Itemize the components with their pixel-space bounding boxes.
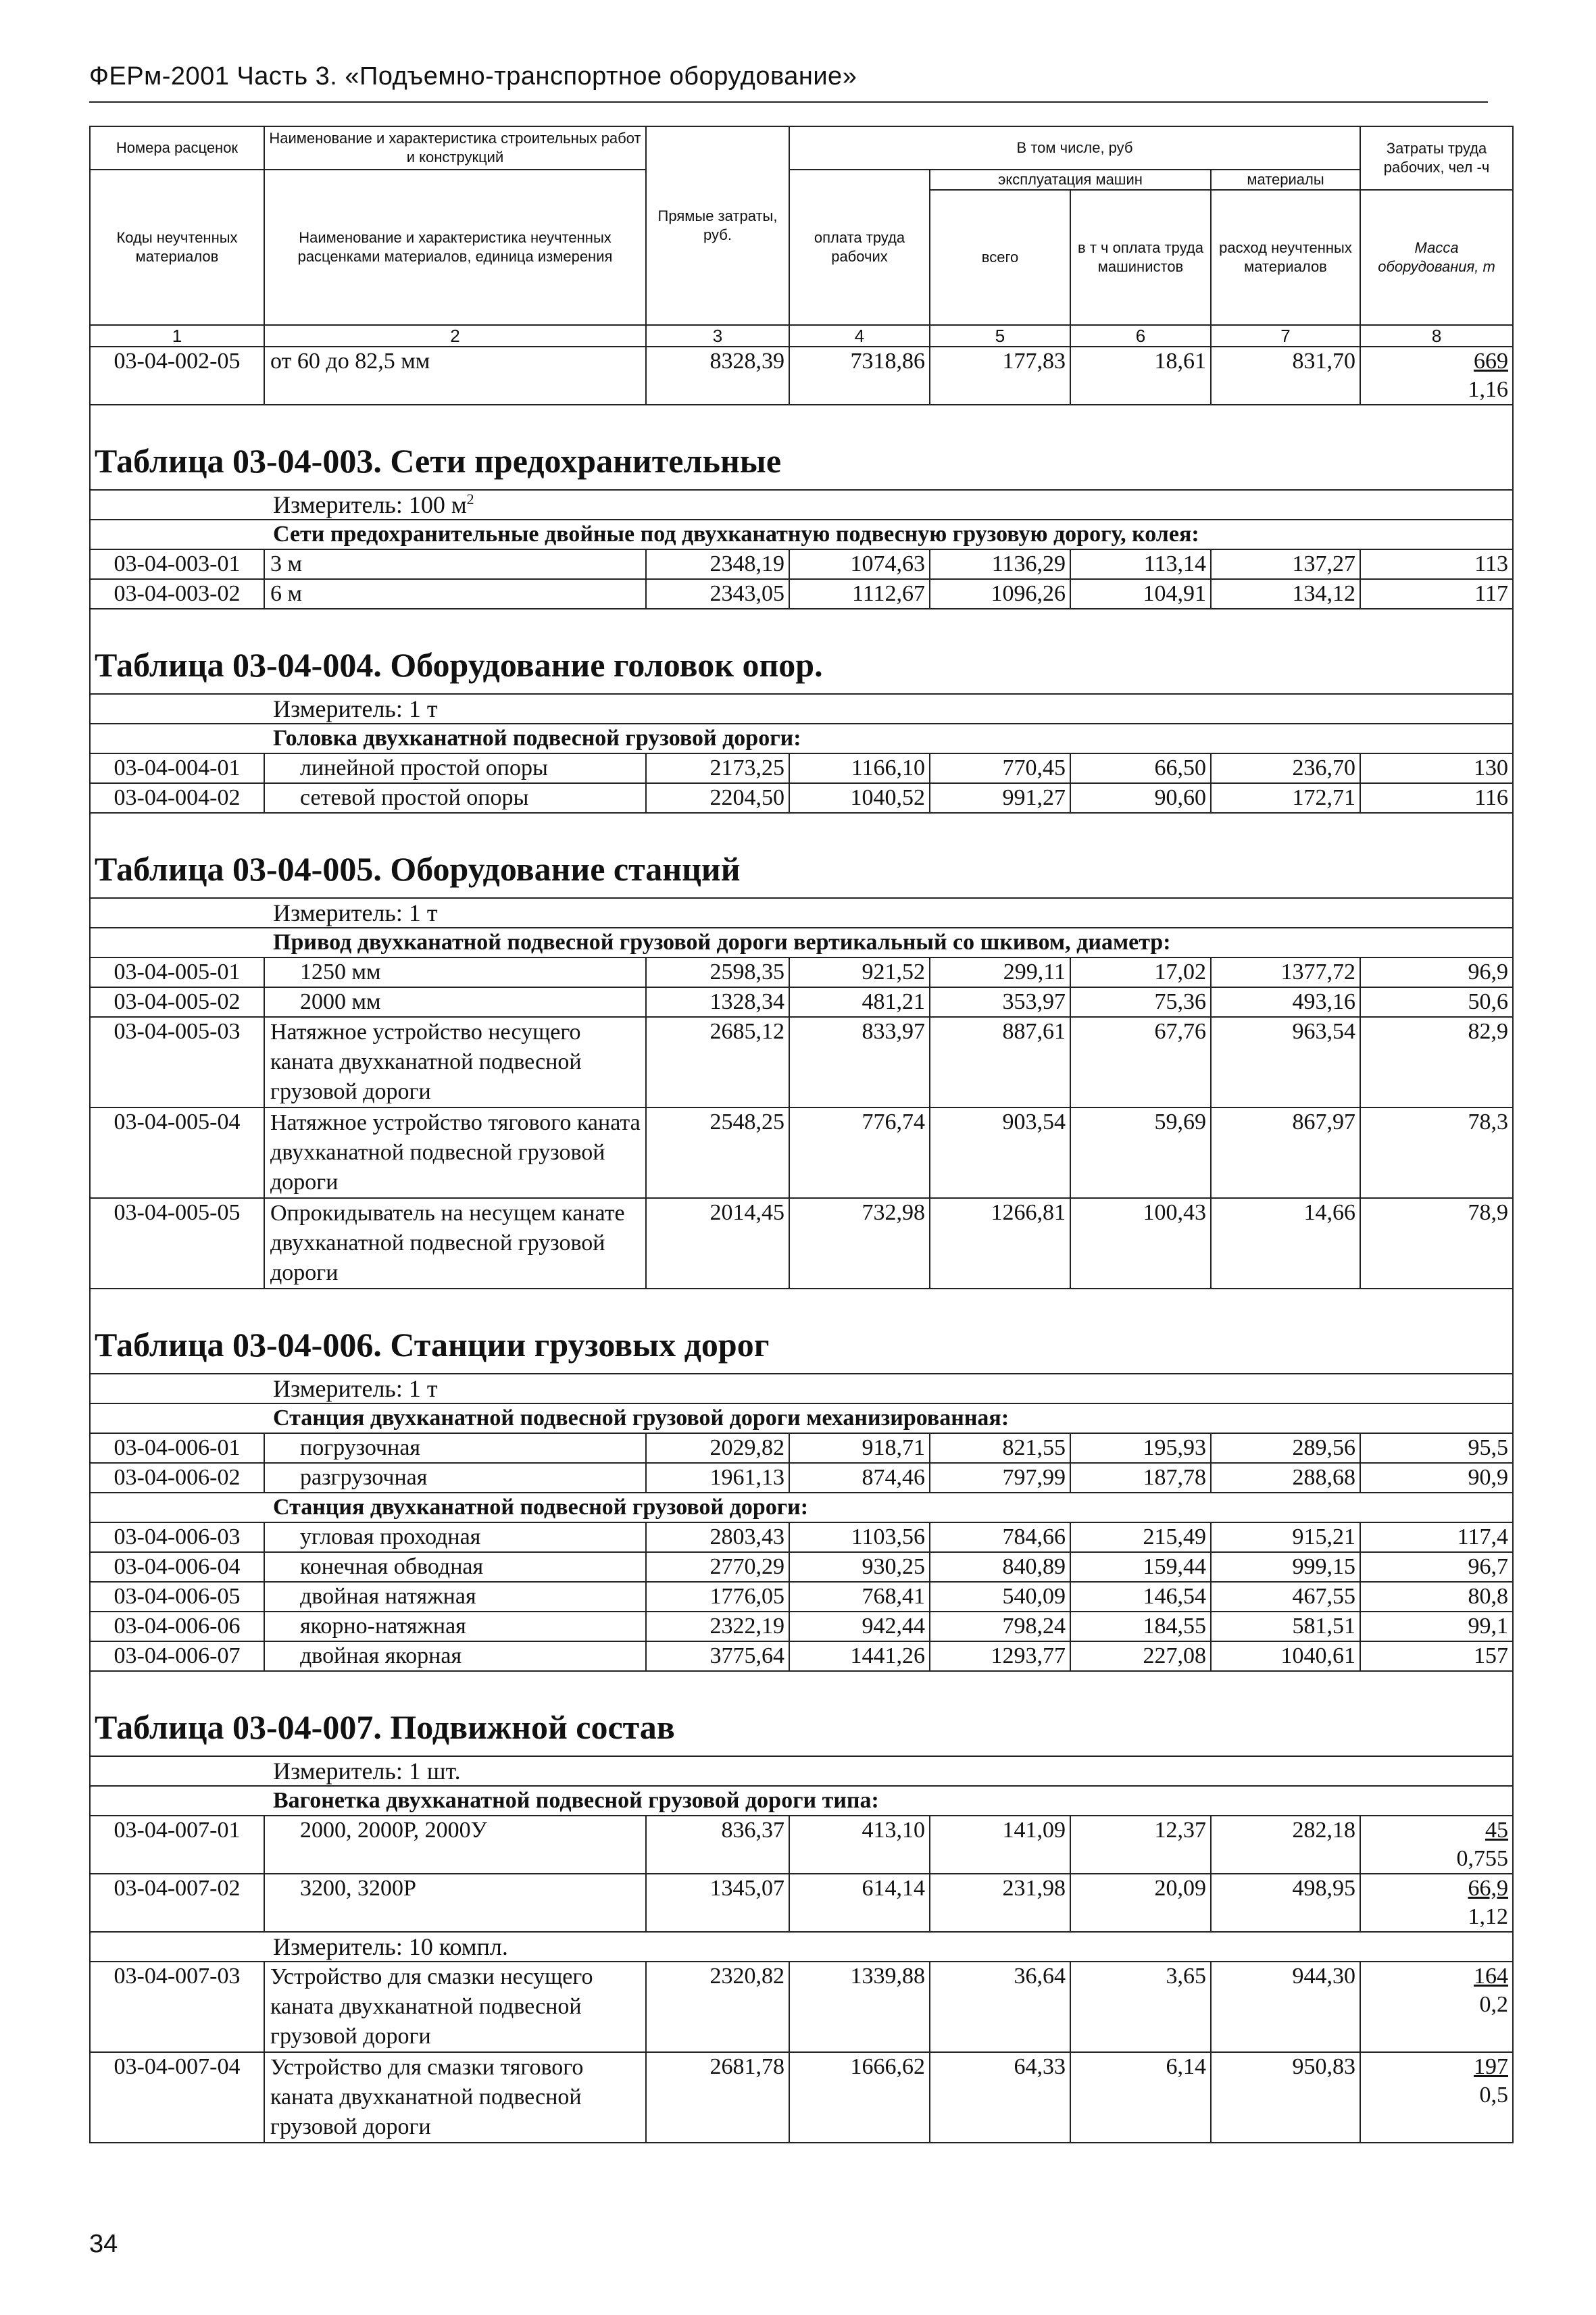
rate-name: 3 м xyxy=(264,549,646,579)
group-row xyxy=(90,928,1513,957)
materials: 999,15 xyxy=(1211,1552,1360,1582)
rate-code: 03-04-005-01 xyxy=(90,957,264,987)
rate-name: якорно-натяжная xyxy=(264,1612,646,1641)
direct-cost: 2681,78 xyxy=(646,2052,789,2143)
table-row xyxy=(90,1463,1513,1493)
section-title-row xyxy=(90,1289,1513,1374)
rate-name: угловая проходная xyxy=(264,1522,646,1552)
rate-name: Устройство для смазки несущего каната двухканатной подвесной грузовой дороги xyxy=(264,1962,646,2052)
rate-code: 03-04-005-02 xyxy=(90,987,264,1017)
direct-cost: 2343,05 xyxy=(646,579,789,609)
col-head-machinists: в т ч оплата труда машинистов xyxy=(1070,190,1211,325)
col-head-machines-total: всего xyxy=(930,190,1070,325)
rate-name: 6 м xyxy=(264,579,646,609)
machinists-wages: 187,78 xyxy=(1070,1463,1211,1493)
machines-total: 177,83 xyxy=(930,347,1070,405)
labor: 50,6 xyxy=(1360,987,1513,1017)
machines-total: 1266,81 xyxy=(930,1198,1070,1289)
wages: 614,14 xyxy=(789,1874,930,1932)
machinists-wages: 100,43 xyxy=(1070,1198,1211,1289)
labor: 45 xyxy=(1485,1818,1509,1843)
machines-total: 540,09 xyxy=(930,1582,1070,1612)
col-number: 6 xyxy=(1070,325,1211,347)
machinists-wages: 59,69 xyxy=(1070,1107,1211,1198)
page-header: ФЕРм-2001 Часть 3. «Подъемно-транспортное оборудование» xyxy=(89,62,857,91)
materials: 498,95 xyxy=(1211,1874,1360,1932)
rate-code: 03-04-004-01 xyxy=(90,753,264,783)
unit-text: Измеритель: 100 м xyxy=(273,491,467,518)
wages: 921,52 xyxy=(789,957,930,987)
machinists-wages: 195,93 xyxy=(1070,1433,1211,1463)
materials: 950,83 xyxy=(1211,2052,1360,2143)
rate-name: Устройство для смазки тягового каната двухканатной подвесной грузовой дороги xyxy=(264,2052,646,2143)
rates-document xyxy=(89,126,1512,2143)
section-title: Таблица 03-04-006. Станции грузовых дорог xyxy=(90,1289,1513,1374)
labor-mass xyxy=(1360,1816,1513,1874)
rate-code: 03-04-006-01 xyxy=(90,1433,264,1463)
labor-mass xyxy=(1360,347,1513,405)
direct-cost: 8328,39 xyxy=(646,347,789,405)
table-row xyxy=(90,579,1513,609)
unit-row xyxy=(90,898,1513,928)
rates-table xyxy=(89,126,1514,2143)
machinists-wages: 104,91 xyxy=(1070,579,1211,609)
materials: 581,51 xyxy=(1211,1612,1360,1641)
mass: 1,16 xyxy=(1468,377,1509,402)
unit-label: Измеритель: 1 т xyxy=(90,694,1513,724)
rate-code: 03-04-002-05 xyxy=(90,347,264,405)
col-number: 1 xyxy=(90,325,264,347)
table-row xyxy=(90,2052,1513,2143)
table-row xyxy=(90,347,1513,405)
rate-name: линейной простой опоры xyxy=(264,753,646,783)
rate-code: 03-04-005-05 xyxy=(90,1198,264,1289)
table-row xyxy=(90,1641,1513,1671)
section-title-row xyxy=(90,405,1513,490)
materials: 944,30 xyxy=(1211,1962,1360,2052)
machinists-wages: 90,60 xyxy=(1070,783,1211,813)
section-title-row xyxy=(90,813,1513,898)
col-number: 3 xyxy=(646,325,789,347)
group-label: Привод двухканатной подвесной грузовой дороги вертикальный со шкивом, диаметр: xyxy=(90,928,1513,957)
col-head-codes: Коды неучтенных материалов xyxy=(90,170,264,325)
labor-mass xyxy=(1360,1962,1513,2052)
table-row xyxy=(90,783,1513,813)
materials: 963,54 xyxy=(1211,1017,1360,1107)
rate-name: двойная якорная xyxy=(264,1641,646,1671)
wages: 1103,56 xyxy=(789,1522,930,1552)
col-head-mass: Масса оборудования, т xyxy=(1360,190,1513,325)
machinists-wages: 18,61 xyxy=(1070,347,1211,405)
direct-cost: 1345,07 xyxy=(646,1874,789,1932)
direct-cost: 2173,25 xyxy=(646,753,789,783)
unit-label: Измеритель: 1 т xyxy=(90,898,1513,928)
rate-name: 1250 мм xyxy=(264,957,646,987)
machines-total: 36,64 xyxy=(930,1962,1070,2052)
rate-code: 03-04-007-03 xyxy=(90,1962,264,2052)
rate-code: 03-04-006-03 xyxy=(90,1522,264,1552)
col-number: 2 xyxy=(264,325,646,347)
rate-name: двойная натяжная xyxy=(264,1582,646,1612)
rate-code: 03-04-005-03 xyxy=(90,1017,264,1107)
rate-name: погрузочная xyxy=(264,1433,646,1463)
labor: 117 xyxy=(1360,579,1513,609)
group-label: Станция двухканатной подвесной грузовой дороги: xyxy=(90,1493,1513,1522)
machines-total: 299,11 xyxy=(930,957,1070,987)
labor: 116 xyxy=(1360,783,1513,813)
table-row xyxy=(90,549,1513,579)
unit-label: Измеритель: 1 т xyxy=(90,1374,1513,1403)
rate-code: 03-04-003-01 xyxy=(90,549,264,579)
rate-name: 2000, 2000Р, 2000У xyxy=(264,1816,646,1874)
machinists-wages: 113,14 xyxy=(1070,549,1211,579)
materials: 289,56 xyxy=(1211,1433,1360,1463)
materials: 288,68 xyxy=(1211,1463,1360,1493)
wages: 768,41 xyxy=(789,1582,930,1612)
labor: 130 xyxy=(1360,753,1513,783)
page-number: 34 xyxy=(89,2230,118,2258)
machinists-wages: 3,65 xyxy=(1070,1962,1211,2052)
section-title: Таблица 03-04-004. Оборудование головок опор. xyxy=(90,609,1513,694)
table-row xyxy=(90,987,1513,1017)
machines-total: 353,97 xyxy=(930,987,1070,1017)
machines-total: 797,99 xyxy=(930,1463,1070,1493)
table-row xyxy=(90,1017,1513,1107)
unit-row xyxy=(90,694,1513,724)
table-row xyxy=(90,1198,1513,1289)
rate-name: Натяжное устройство несущего каната двухканатной подвесной грузовой дороги xyxy=(264,1017,646,1107)
mass: 0,5 xyxy=(1479,2083,1509,2108)
materials: 172,71 xyxy=(1211,783,1360,813)
labor: 164 xyxy=(1474,1964,1509,1989)
table-row xyxy=(90,1582,1513,1612)
wages: 833,97 xyxy=(789,1017,930,1107)
col-head-materials-sub: расход неучтенных материалов xyxy=(1211,190,1360,325)
machines-total: 840,89 xyxy=(930,1552,1070,1582)
materials: 137,27 xyxy=(1211,549,1360,579)
direct-cost: 2803,43 xyxy=(646,1522,789,1552)
wages: 1074,63 xyxy=(789,549,930,579)
machines-total: 1293,77 xyxy=(930,1641,1070,1671)
machines-total: 991,27 xyxy=(930,783,1070,813)
col-head-incl: В том числе, руб xyxy=(789,126,1360,170)
unit-row xyxy=(90,490,1513,520)
col-head-materials: материалы xyxy=(1211,170,1360,190)
direct-cost: 1328,34 xyxy=(646,987,789,1017)
rate-name: Опрокидыватель на несущем канате двухканатной подвесной грузовой дороги xyxy=(264,1198,646,1289)
unit-label: Измеритель: 1 шт. xyxy=(90,1756,1513,1786)
mass: 1,12 xyxy=(1468,1904,1509,1929)
rate-code: 03-04-006-02 xyxy=(90,1463,264,1493)
rate-code: 03-04-007-04 xyxy=(90,2052,264,2143)
rate-code: 03-04-006-06 xyxy=(90,1612,264,1641)
machinists-wages: 159,44 xyxy=(1070,1552,1211,1582)
labor: 99,1 xyxy=(1360,1612,1513,1641)
machinists-wages: 12,37 xyxy=(1070,1816,1211,1874)
col-number: 8 xyxy=(1360,325,1513,347)
wages: 1441,26 xyxy=(789,1641,930,1671)
labor-mass xyxy=(1360,2052,1513,2143)
wages: 1166,10 xyxy=(789,753,930,783)
table-row xyxy=(90,1522,1513,1552)
labor: 113 xyxy=(1360,549,1513,579)
machinists-wages: 215,49 xyxy=(1070,1522,1211,1552)
labor: 78,9 xyxy=(1360,1198,1513,1289)
machines-total: 903,54 xyxy=(930,1107,1070,1198)
group-row xyxy=(90,1493,1513,1522)
labor: 669 xyxy=(1474,349,1509,374)
wages: 413,10 xyxy=(789,1816,930,1874)
rate-name: конечная обводная xyxy=(264,1552,646,1582)
rate-code: 03-04-007-01 xyxy=(90,1816,264,1874)
col-head-name: Наименование и характеристика строительных работ и конструкций xyxy=(264,126,646,170)
group-row xyxy=(90,724,1513,753)
col-head-wages: оплата труда рабочих xyxy=(789,170,930,325)
section-title-row xyxy=(90,1671,1513,1756)
section-title-row xyxy=(90,609,1513,694)
table-row xyxy=(90,753,1513,783)
wages: 1112,67 xyxy=(789,579,930,609)
machines-total: 798,24 xyxy=(930,1612,1070,1641)
rate-name: 3200, 3200Р xyxy=(264,1874,646,1932)
rate-name: разгрузочная xyxy=(264,1463,646,1493)
direct-cost: 1776,05 xyxy=(646,1582,789,1612)
machinists-wages: 146,54 xyxy=(1070,1582,1211,1612)
rate-name: 2000 мм xyxy=(264,987,646,1017)
group-label: Вагонетка двухканатной подвесной грузовой дороги типа: xyxy=(90,1786,1513,1816)
machinists-wages: 75,36 xyxy=(1070,987,1211,1017)
unit-row xyxy=(90,1374,1513,1403)
direct-cost: 2029,82 xyxy=(646,1433,789,1463)
group-row xyxy=(90,1786,1513,1816)
mass: 0,2 xyxy=(1479,1992,1509,2017)
col-number: 4 xyxy=(789,325,930,347)
rate-code: 03-04-006-04 xyxy=(90,1552,264,1582)
col-number: 7 xyxy=(1211,325,1360,347)
machinists-wages: 20,09 xyxy=(1070,1874,1211,1932)
group-label: Сети предохранительные двойные под двухканатную подвесную грузовую дорогу, колея: xyxy=(90,520,1513,549)
direct-cost: 2348,19 xyxy=(646,549,789,579)
labor: 82,9 xyxy=(1360,1017,1513,1107)
direct-cost: 836,37 xyxy=(646,1816,789,1874)
table-row xyxy=(90,1552,1513,1582)
rate-code: 03-04-006-07 xyxy=(90,1641,264,1671)
machinists-wages: 66,50 xyxy=(1070,753,1211,783)
rate-name: Натяжное устройство тягового каната двухканатной подвесной грузовой дороги xyxy=(264,1107,646,1198)
direct-cost: 1961,13 xyxy=(646,1463,789,1493)
table-row xyxy=(90,1874,1513,1932)
labor: 117,4 xyxy=(1360,1522,1513,1552)
labor: 80,8 xyxy=(1360,1582,1513,1612)
labor: 157 xyxy=(1360,1641,1513,1671)
table-row xyxy=(90,1107,1513,1198)
machines-total: 821,55 xyxy=(930,1433,1070,1463)
rate-name: от 60 до 82,5 мм xyxy=(264,347,646,405)
col-head-number: Номера расценок xyxy=(90,126,264,170)
col-head-direct: Прямые затраты, руб. xyxy=(646,126,789,325)
materials: 867,97 xyxy=(1211,1107,1360,1198)
rate-code: 03-04-006-05 xyxy=(90,1582,264,1612)
machines-total: 784,66 xyxy=(930,1522,1070,1552)
labor: 66,9 xyxy=(1468,1876,1509,1901)
table-row xyxy=(90,1612,1513,1641)
group-label: Головка двухканатной подвесной грузовой дороги: xyxy=(90,724,1513,753)
labor: 96,9 xyxy=(1360,957,1513,987)
group-row xyxy=(90,1403,1513,1433)
direct-cost: 2014,45 xyxy=(646,1198,789,1289)
group-label: Станция двухканатной подвесной грузовой дороги механизированная: xyxy=(90,1403,1513,1433)
unit-superscript: 2 xyxy=(466,491,474,507)
group-row xyxy=(90,520,1513,549)
table-row xyxy=(90,957,1513,987)
machines-total: 1096,26 xyxy=(930,579,1070,609)
wages: 732,98 xyxy=(789,1198,930,1289)
rate-code: 03-04-003-02 xyxy=(90,579,264,609)
direct-cost: 2322,19 xyxy=(646,1612,789,1641)
labor: 197 xyxy=(1474,2054,1509,2079)
materials: 134,12 xyxy=(1211,579,1360,609)
machinists-wages: 227,08 xyxy=(1070,1641,1211,1671)
header-rule xyxy=(89,101,1488,103)
machines-total: 1136,29 xyxy=(930,549,1070,579)
materials: 915,21 xyxy=(1211,1522,1360,1552)
direct-cost: 2770,29 xyxy=(646,1552,789,1582)
wages: 874,46 xyxy=(789,1463,930,1493)
unit-label: Измеритель: 10 компл. xyxy=(90,1932,1513,1962)
labor: 95,5 xyxy=(1360,1433,1513,1463)
table-row xyxy=(90,1962,1513,2052)
wages: 1666,62 xyxy=(789,2052,930,2143)
materials: 1377,72 xyxy=(1211,957,1360,987)
unit-row xyxy=(90,1756,1513,1786)
direct-cost: 2320,82 xyxy=(646,1962,789,2052)
unit-row xyxy=(90,1932,1513,1962)
materials: 282,18 xyxy=(1211,1816,1360,1874)
wages: 918,71 xyxy=(789,1433,930,1463)
direct-cost: 2204,50 xyxy=(646,783,789,813)
col-number: 5 xyxy=(930,325,1070,347)
machinists-wages: 6,14 xyxy=(1070,2052,1211,2143)
direct-cost: 2598,35 xyxy=(646,957,789,987)
machines-total: 64,33 xyxy=(930,2052,1070,2143)
direct-cost: 2685,12 xyxy=(646,1017,789,1107)
section-title: Таблица 03-04-005. Оборудование станций xyxy=(90,813,1513,898)
section-title: Таблица 03-04-003. Сети предохранительные xyxy=(90,405,1513,490)
rate-name: сетевой простой опоры xyxy=(264,783,646,813)
labor: 90,9 xyxy=(1360,1463,1513,1493)
wages: 942,44 xyxy=(789,1612,930,1641)
table-row xyxy=(90,1433,1513,1463)
table-row xyxy=(90,1816,1513,1874)
machines-total: 770,45 xyxy=(930,753,1070,783)
labor-mass xyxy=(1360,1874,1513,1932)
table-body xyxy=(90,347,1513,2143)
wages: 1040,52 xyxy=(789,783,930,813)
rate-code: 03-04-007-02 xyxy=(90,1874,264,1932)
machines-total: 141,09 xyxy=(930,1816,1070,1874)
col-head-name-sub: Наименование и характеристика неучтенных расценками материалов, единица измерения xyxy=(264,170,646,325)
direct-cost: 3775,64 xyxy=(646,1641,789,1671)
unit-label xyxy=(90,490,1513,520)
section-title: Таблица 03-04-007. Подвижной состав xyxy=(90,1671,1513,1756)
wages: 481,21 xyxy=(789,987,930,1017)
table-header xyxy=(90,126,1513,347)
materials: 14,66 xyxy=(1211,1198,1360,1289)
col-head-machines: эксплуатация машин xyxy=(930,170,1211,190)
rate-code: 03-04-005-04 xyxy=(90,1107,264,1198)
machines-total: 231,98 xyxy=(930,1874,1070,1932)
wages: 930,25 xyxy=(789,1552,930,1582)
labor: 78,3 xyxy=(1360,1107,1513,1198)
mass: 0,755 xyxy=(1456,1846,1509,1871)
materials: 467,55 xyxy=(1211,1582,1360,1612)
materials: 493,16 xyxy=(1211,987,1360,1017)
machinists-wages: 17,02 xyxy=(1070,957,1211,987)
machinists-wages: 184,55 xyxy=(1070,1612,1211,1641)
machines-total: 887,61 xyxy=(930,1017,1070,1107)
machinists-wages: 67,76 xyxy=(1070,1017,1211,1107)
wages: 1339,88 xyxy=(789,1962,930,2052)
materials: 236,70 xyxy=(1211,753,1360,783)
wages: 7318,86 xyxy=(789,347,930,405)
labor: 96,7 xyxy=(1360,1552,1513,1582)
wages: 776,74 xyxy=(789,1107,930,1198)
direct-cost: 2548,25 xyxy=(646,1107,789,1198)
col-head-labor: Затраты труда рабочих, чел -ч xyxy=(1360,126,1513,190)
materials: 831,70 xyxy=(1211,347,1360,405)
rate-code: 03-04-004-02 xyxy=(90,783,264,813)
materials: 1040,61 xyxy=(1211,1641,1360,1671)
